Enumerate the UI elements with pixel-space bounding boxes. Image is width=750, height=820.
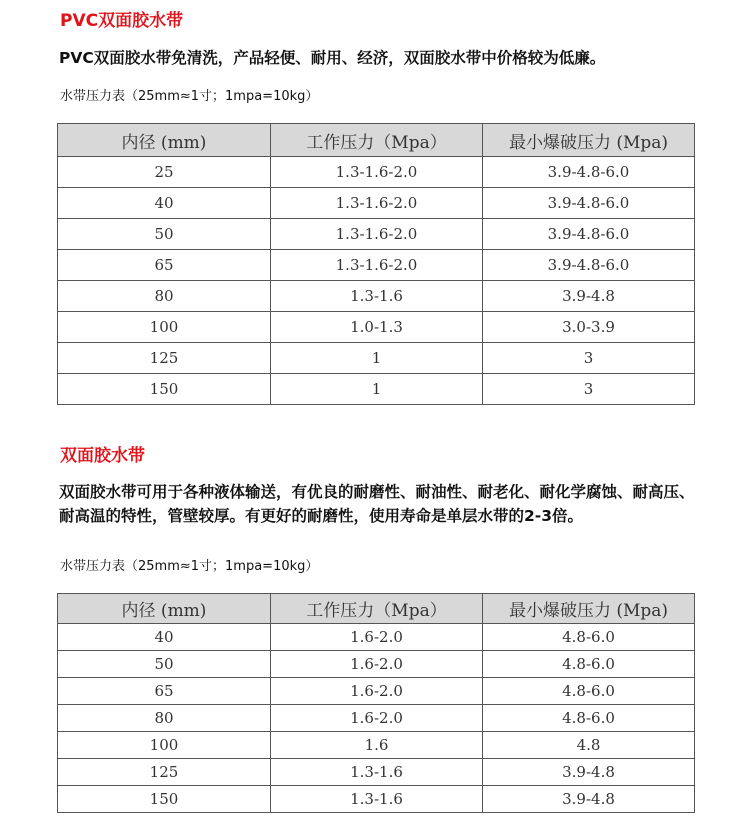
cell-burst-pressure: 4.8-6.0 xyxy=(483,705,695,732)
table-row xyxy=(58,219,695,250)
table-header-row xyxy=(58,124,695,157)
table-row xyxy=(58,786,695,813)
cell-working-pressure: 1.6-2.0 xyxy=(271,651,483,678)
table-row xyxy=(58,343,695,374)
cell-diameter: 125 xyxy=(58,343,271,374)
cell-diameter: 125 xyxy=(58,759,271,786)
cell-burst-pressure: 3.0-3.9 xyxy=(483,312,695,343)
table-row xyxy=(58,312,695,343)
section1-description: PVC双面胶水带免清洗，产品轻便、耐用、经济，双面胶水带中价格较为低廉。 xyxy=(59,49,606,67)
cell-diameter: 50 xyxy=(58,219,271,250)
table-row xyxy=(58,188,695,219)
section2-pressure-note: 水带压力表（25mm≈1寸；1mpa=10kg） xyxy=(60,559,319,574)
header-inner-diameter: 内径 (mm) xyxy=(58,124,271,157)
cell-diameter: 150 xyxy=(58,374,271,405)
cell-working-pressure: 1.6 xyxy=(271,732,483,759)
pressure-table-2 xyxy=(57,593,695,813)
cell-burst-pressure: 3.9-4.8 xyxy=(483,786,695,813)
cell-working-pressure: 1.6-2.0 xyxy=(271,624,483,651)
header-inner-diameter: 内径 (mm) xyxy=(58,594,271,624)
cell-working-pressure: 1 xyxy=(271,374,483,405)
cell-burst-pressure: 3.9-4.8 xyxy=(483,759,695,786)
table-row xyxy=(58,281,695,312)
cell-working-pressure: 1.6-2.0 xyxy=(271,678,483,705)
cell-burst-pressure: 3.9-4.8-6.0 xyxy=(483,250,695,281)
cell-burst-pressure: 3 xyxy=(483,374,695,405)
table-row xyxy=(58,678,695,705)
table-row xyxy=(58,705,695,732)
section2-description: 双面胶水带可用于各种液体输送，有优良的耐磨性、耐油性、耐老化、耐化学腐蚀、耐高压、耐高温的特性，管壁较厚。有更好的耐磨性，使用寿命是单层水带的2-3倍。 xyxy=(59,483,695,525)
cell-working-pressure: 1.0-1.3 xyxy=(271,312,483,343)
cell-working-pressure: 1.3-1.6-2.0 xyxy=(271,219,483,250)
cell-burst-pressure: 3 xyxy=(483,343,695,374)
table-row xyxy=(58,759,695,786)
table-row xyxy=(58,651,695,678)
cell-diameter: 150 xyxy=(58,786,271,813)
cell-burst-pressure: 3.9-4.8-6.0 xyxy=(483,188,695,219)
table-row xyxy=(58,157,695,188)
cell-working-pressure: 1.3-1.6 xyxy=(271,759,483,786)
cell-diameter: 80 xyxy=(58,281,271,312)
table-row xyxy=(58,624,695,651)
cell-working-pressure: 1.3-1.6-2.0 xyxy=(271,188,483,219)
cell-diameter: 40 xyxy=(58,188,271,219)
cell-diameter: 100 xyxy=(58,312,271,343)
cell-diameter: 25 xyxy=(58,157,271,188)
header-min-burst-pressure: 最小爆破压力 (Mpa) xyxy=(483,594,695,624)
table-row xyxy=(58,250,695,281)
cell-burst-pressure: 4.8-6.0 xyxy=(483,678,695,705)
cell-burst-pressure: 4.8-6.0 xyxy=(483,624,695,651)
section1-title: PVC双面胶水带 xyxy=(60,11,184,31)
cell-burst-pressure: 3.9-4.8-6.0 xyxy=(483,219,695,250)
header-working-pressure: 工作压力（Mpa） xyxy=(271,594,483,624)
cell-burst-pressure: 4.8 xyxy=(483,732,695,759)
header-min-burst-pressure: 最小爆破压力 (Mpa) xyxy=(483,124,695,157)
header-working-pressure: 工作压力（Mpa） xyxy=(271,124,483,157)
cell-diameter: 80 xyxy=(58,705,271,732)
cell-working-pressure: 1.3-1.6-2.0 xyxy=(271,250,483,281)
table-row xyxy=(58,374,695,405)
cell-diameter: 50 xyxy=(58,651,271,678)
cell-working-pressure: 1.6-2.0 xyxy=(271,705,483,732)
pressure-table-1 xyxy=(57,123,695,405)
cell-burst-pressure: 3.9-4.8-6.0 xyxy=(483,157,695,188)
section2-title: 双面胶水带 xyxy=(60,446,145,466)
cell-working-pressure: 1.3-1.6 xyxy=(271,786,483,813)
cell-working-pressure: 1.3-1.6-2.0 xyxy=(271,157,483,188)
cell-diameter: 65 xyxy=(58,250,271,281)
cell-working-pressure: 1 xyxy=(271,343,483,374)
cell-burst-pressure: 3.9-4.8 xyxy=(483,281,695,312)
cell-diameter: 65 xyxy=(58,678,271,705)
cell-burst-pressure: 4.8-6.0 xyxy=(483,651,695,678)
cell-diameter: 40 xyxy=(58,624,271,651)
section1-pressure-note: 水带压力表（25mm≈1寸；1mpa=10kg） xyxy=(60,89,319,104)
table-row xyxy=(58,732,695,759)
table-header-row xyxy=(58,594,695,624)
cell-diameter: 100 xyxy=(58,732,271,759)
cell-working-pressure: 1.3-1.6 xyxy=(271,281,483,312)
